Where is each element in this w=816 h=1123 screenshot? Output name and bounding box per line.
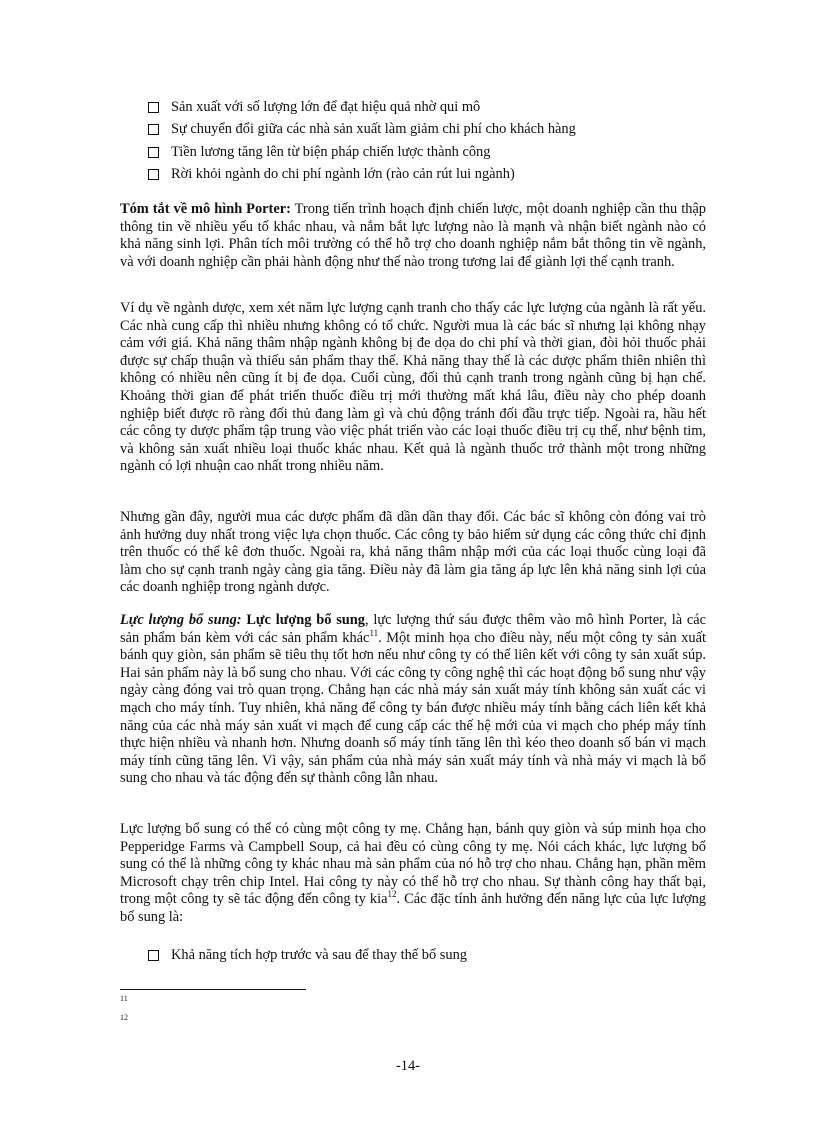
list-item [148,944,708,967]
complement-text-b: . Một minh họa cho điều này, nếu một công ty sản xuất bánh quy giòn, sản phẩm sẽ tiêu thụ tốt hơn nếu như công ty có thể liên kết với công ty sản xuất súp. Hai sản phẩm này là bổ sung cho nhau. Với các công ty công nghệ thì các hoạt động bổ sung như vậy ngày càng đóng vai trò quan trọng. Chẳng hạn các nhà máy sản xuất máy tính không sản xuất các vi mạch cho máy tính. Tuy nhiên, khả năng để công ty bán được nhiều máy tính bằng cách liên kết khả năng của các nhà máy sản xuất vi mạch để cung cấp các thế hệ mới của vi mạch cho phép máy tính thực hiện nhiều và nhanh hơn. Nhưng doanh số máy tính tăng lên thì kéo theo doanh số bán vi mạch máy tính cũng tăng lên. Vì vậy, sản phẩm của nhà máy sản xuất máy tính và nhà máy vi mạch là bổ sung cho nhau và tác động đến sự thành công lẫn nhau. [120,629,706,787]
list-item-text: Sự chuyển đổi giữa các nhà sản xuất làm giảm chi phí cho khách hàng [171,121,576,138]
footnote-11: 11 [120,994,128,1003]
footnote-12: 12 [120,1013,128,1022]
summary-text: Trong tiến trình hoạch định chiến lược, một doanh nghiệp cần thu thập thông tin về nhiều yếu tố khác nhau, và nắm bắt lực lượng nào là mạnh và nhận biết ngành nào có khả năng sinh lợi. Phân tích môi trường có thể hỗ trợ cho doanh nghiệp nắm bắt thông tin về ngành, và với doanh nghiệp cần phải hành động như thế nào trong tương lai để giành lợi thế cạnh tranh. [120,201,706,270]
parent-text-b: . Các đặc tính ảnh hưởng đến năng lực của lực lượng bổ sung là: [120,891,706,925]
bullet-list-top [148,96,708,186]
list-item [148,164,708,187]
bullet-list-bottom [148,944,708,967]
page-number: -14- [396,1058,420,1074]
complement-heading: Lực lượng bổ sung: [120,612,242,628]
list-item-text: Rời khỏi ngành do chi phí ngành lớn (rào cản rút lui ngành) [171,166,515,183]
checkbox-bullet-icon [148,169,159,180]
list-item-text: Sản xuất với số lượng lớn để đạt hiệu quả nhờ qui mô [171,98,481,115]
complement-term: Lực lượng bổ sung [241,612,365,628]
summary-heading: Tóm tắt về mô hình Porter: [120,201,291,217]
complement-paragraph [120,612,706,788]
list-item-text: Khả năng tích hợp trước và sau để thay thế bổ sung [171,946,467,963]
checkbox-bullet-icon [148,102,159,113]
checkbox-bullet-icon [148,950,159,961]
footnote-ref-12[interactable]: 12 [387,889,397,900]
list-item [148,96,708,119]
list-item-text: Tiền lương tăng lên từ biện pháp chiến lược thành công [171,143,491,160]
checkbox-bullet-icon [148,147,159,158]
recent-change-paragraph: Nhưng gần đây, người mua các dược phẩm đã dần dần thay đổi. Các bác sĩ không còn đóng vai trò ảnh hưởng duy nhất trong việc lựa chọn thuốc. Các công ty bảo hiểm sử dụng các công thức chỉ định trên thuốc có thể kê đơn thuốc. Ngoài ra, khả năng thâm nhập mới của các loại thuốc cùng loại đã làm cho sự cạnh tranh ngày càng gia tăng. Điều này đã làm gia tăng áp lực lên khả năng sinh lợi của các doanh nghiệp trong ngành dược. [120,509,706,596]
footnote-separator [120,989,306,990]
parent-text-a: Lực lượng bổ sung có thể có cùng một công ty mẹ. Chẳng hạn, bánh quy giòn và súp minh họa cho Pepperidge Farms và Campbell Soup, cả hai đều có cùng công ty mẹ. Nói cách khác, lực lượng bổ sung có thể là những công ty khác nhau mà sản phẩm của nó hỗ trợ cho nhau. Chẳng hạn, phần mềm Microsoft chạy trên chip Intel. Hai công ty này có thể hỗ trợ cho nhau. Sự thành công hay thất bại, trong một công ty sẽ tác động đến công ty kia [120,821,706,908]
complement-text-a: , lực lượng thứ sáu được thêm vào mô hình Porter, là các sản phẩm bán kèm với các sản phẩm khác [120,612,706,646]
checkbox-bullet-icon [148,124,159,135]
list-item [148,141,708,164]
parent-company-paragraph [120,821,706,927]
summary-paragraph [120,201,706,271]
footnote-ref-11[interactable]: 11 [369,627,379,638]
pharma-example-paragraph: Ví dụ về ngành dược, xem xét năm lực lượng cạnh tranh cho thấy các lực lượng của ngành là rất yếu. Các nhà cung cấp thì nhiều nhưng không có tổ chức. Người mua là các bác sĩ nhưng lại không nhạy cảm với giá. Khả năng thâm nhập ngành không bị đe dọa do chi phí và thời gian, đòi hỏi thuốc phải được sự chấp thuận và thiếu sản phẩm thay thế. Khả năng thay thế là các dược phẩm thiên nhiên thì không có nhiều nên cũng ít bị đe dọa. Cuối cùng, đối thủ cạnh tranh trong ngành cũng bị hạn chế. Khoảng thời gian để phát triển thuốc điều trị mới thường mất khá lâu, điều này cho phép doanh nghiệp biết được rõ ràng đối thủ đang làm gì và chủ động tránh đối đầu trực tiếp. Ngoài ra, hầu hết các công ty dược phẩm tập trung vào việc phát triển vào các loại thuốc điều trị cụ thể, như bệnh tim, và không sản xuất nhiều loại thuốc khác nhau. Kết quả là ngành thuốc trở thành một trong những ngành có lợi nhuận cao nhất trong nhiều năm. [120,300,706,475]
list-item [148,119,708,142]
